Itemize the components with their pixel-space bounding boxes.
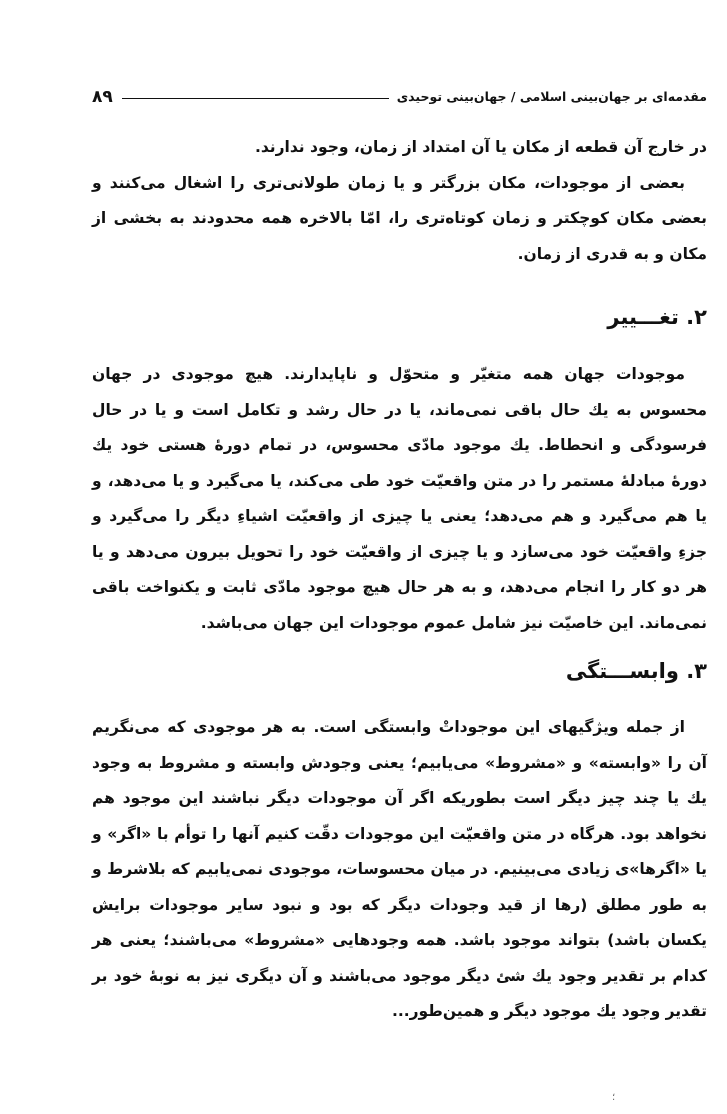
dependence-block: [92, 710, 707, 1030]
change-block: [92, 357, 707, 641]
page-header: [92, 86, 707, 110]
running-title: مقدمه‌ای بر جهان‌بینی اسلامی / جهان‌بینی توحیدی: [396, 89, 707, 104]
dependence-paragraph: از جمله ویژگیهای این موجوداتْ وابستگی است. به هر موجودی که می‌نگریم آن را «وابسته» و «مشروط» می‌یابیم؛ یعنی وجودش وابسته و مشروط به وجود یك یا چند چیز دیگر است بطوریکه اگر آن موجودات دیگر نباشند این موجود هم نخواهد بود. هرگاه در متن واقعیّت این موجودات دقّت کنیم آنها را توأم با «اگر» و یا «اگرها»ی زیادی می‌بینیم. در میان محسوسات، موجودی نمی‌یابیم که بلاشرط و به طور مطلق (رها از قید وجودات دیگر که بود و نبود سایر موجودات برایش یکسان باشد) بتواند موجود باشد. همه وجودهایی «مشروط» می‌باشند؛ یعنی هر کدام بر تقدیر وجود یك شئ دیگر موجود می‌باشند و آن دیگری نیز به نوبهٔ خود بر تقدیر وجود یك موجود دیگر و همین‌طور...: [92, 718, 707, 1020]
page-number: ۸۹: [92, 87, 113, 107]
header-rule: [122, 98, 389, 99]
intro-paragraph-1: در خارج آن قطعه از مکان یا آن امتداد از زمان، وجود ندارند.: [254, 138, 707, 156]
intro-paragraph-2: بعضی از موجودات، مکان بزرگتر و یا زمان طولانی‌تری را اشغال می‌کنند و بعضی مکان کوچکتر و زمان کوتاه‌تری را، امّا بالاخره همه محدودند به بخشی از مکان و به قدری از زمان.: [92, 173, 707, 263]
section-dependence: [92, 656, 707, 686]
section-heading-change: ۲. تغـــییر: [607, 305, 707, 329]
section-change: [92, 302, 707, 332]
footer-mark: ؛: [612, 1092, 616, 1103]
change-paragraph: موجودات جهان همه متغیّر و متحوّل و ناپایدارند. هیچ موجودی در جهان محسوس به یك حال باقی نمی‌ماند، یا در حال رشد و تکامل است و یا در حال فرسودگی و انحطاط. یك موجود مادّی محسوس، در تمام دورهٔ هستی خود یك دورهٔ مبادلهٔ مستمر را در متن واقعیّت خود طی می‌کند، یا می‌گیرد و یا می‌دهد، و یا هم می‌گیرد و هم می‌دهد؛ یعنی یا چیزی از واقعیّت اشیاءِ دیگر را می‌گیرد و جزءِ واقعیّت خود می‌سازد و یا چیزی از واقعیّت خود را تحویل بیرون می‌دهد و یا هر دو کار را انجام می‌دهد، و به هر حال هیچ موجود مادّی ثابت و یکنواخت باقی نمی‌ماند. این خاصیّت نیز شامل عموم موجودات این جهان می‌باشد.: [92, 365, 707, 632]
section-heading-dependence: ۳. وابســـتگی: [565, 659, 707, 683]
intro-block: [92, 130, 707, 272]
